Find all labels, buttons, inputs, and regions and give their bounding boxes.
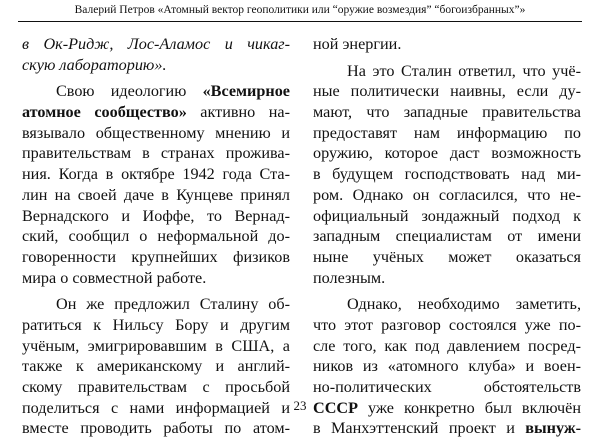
text-line: скую лабораторию». (22, 55, 167, 74)
text-line: предоставят нам информацию по (313, 123, 581, 142)
page-number: 23 (293, 398, 307, 413)
text-line: Однако, необходимо заметить, (347, 295, 581, 314)
text-line: полезным. (313, 268, 386, 287)
text-line: ром. Однако он согласился, что не- (313, 185, 581, 204)
text-line: в будущем господствовать над ми- (313, 165, 581, 184)
text-run: в Манхэттенский проект и (313, 419, 526, 438)
text-line: ные политически наивны, если ду- (313, 82, 581, 101)
text-line (22, 102, 290, 123)
text-line: Вернадского и Иоффе, то Вернад- (22, 206, 290, 225)
left-column (22, 34, 290, 439)
text-line: оружию, которое даст возможность (313, 144, 581, 163)
text-line (313, 418, 581, 439)
text-line: скому правительствам с просьбой (22, 378, 290, 396)
text-line: ратиться к Нильсу Бору и другим (22, 315, 290, 334)
text-line: западным специалистам от имени (313, 227, 581, 246)
text-run: активно на- (186, 103, 290, 122)
bold-term: вынуж- (525, 419, 581, 438)
text-line: ский, сообщил о неформальной до- (22, 227, 290, 246)
bold-term: СССР (313, 398, 358, 417)
text-line: вместе проводить работы по атом- (22, 419, 290, 438)
running-header: Валерий Петров «Атомный вектор геополитики или “оружие возмездия” “богоизбранных”» (74, 4, 526, 16)
text-line: учёным, эмигрировавшим в США, а (22, 336, 290, 355)
text-line: лин на своей даче в Кунцеве принял (22, 185, 290, 204)
text-line: сле того, как под давлением посред- (313, 336, 581, 355)
text-line: ныне учёных может оказаться (313, 247, 581, 266)
text-line: мают, что западные правительства (313, 103, 581, 122)
text-line: Он же предложил Сталину об- (56, 295, 290, 314)
bold-term: атомное сообщество» (22, 103, 187, 122)
text-line: ной энергии. (313, 35, 402, 53)
text-line: что этот разговор состоялся уже по- (313, 315, 581, 334)
text-run: Свою идеологию (56, 82, 203, 101)
text-line (22, 81, 290, 102)
text-line: мира о совместной работе. (22, 268, 207, 287)
bold-term: «Всемирное (202, 82, 290, 101)
text-line: вязывало общественному мнению и (22, 123, 290, 142)
text-line: поделиться с нами информацией и (22, 398, 290, 417)
text-line: в Ок-Ридж, Лос-Аламос и чикаг- (22, 35, 290, 53)
text-line: также к американскому и англий- (22, 357, 290, 376)
text-line: но-политических обстоятельств (313, 378, 581, 396)
right-column (313, 34, 581, 439)
text-line: ния. Когда в октябре 1942 года Ста- (22, 165, 290, 184)
header-rule (18, 21, 582, 22)
text-line: ников из «атомного клуба» и воен- (313, 357, 581, 376)
text-line: правительствам в странах прожива- (22, 144, 290, 163)
text-line: официальный зондажный подход к (313, 206, 581, 225)
text-line: говоренности крупнейших физиков (22, 247, 290, 266)
text-run: уже конкретно был включён (357, 398, 581, 417)
text-line: На это Сталин ответил, что учё- (347, 61, 581, 80)
